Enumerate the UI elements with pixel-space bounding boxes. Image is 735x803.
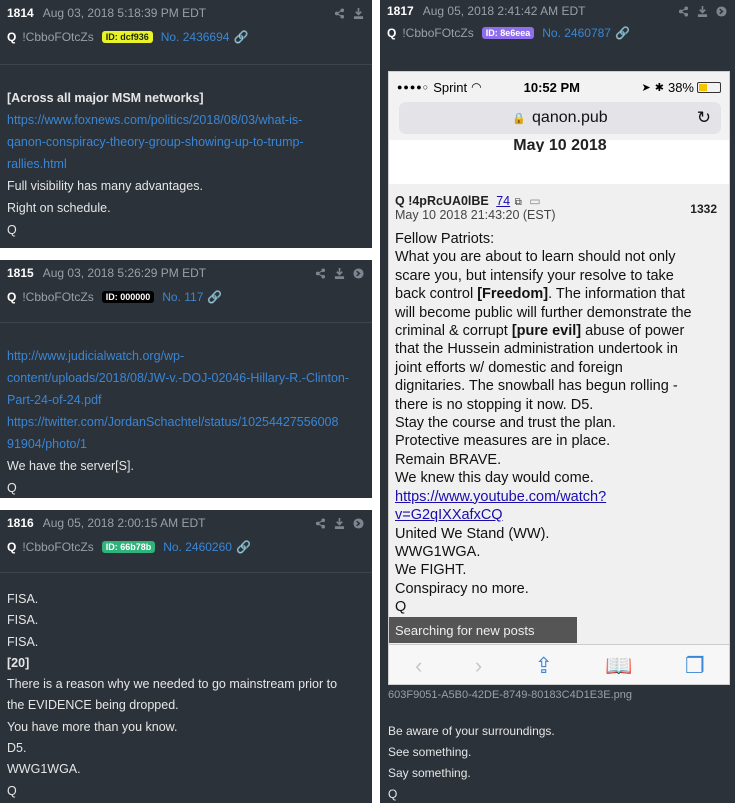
youtube-link[interactable]: v=G2qIXXafxCQ	[395, 507, 503, 524]
quoted-line	[395, 469, 725, 487]
quoted-line	[395, 340, 725, 358]
quoted-text: scare you, but intensify your resolve to take	[395, 267, 674, 284]
quoted-line	[395, 322, 725, 340]
post-header	[380, 0, 735, 22]
post-url[interactable]: content/uploads/2018/08/JW-v.-DOJ-02046-Hillary-R.-Clinton-	[7, 371, 350, 385]
image-filename[interactable]: 603F9051-A5B0-42DE-8749-80183C4D1E3E.png	[388, 689, 633, 701]
quoted-text: abuse of power	[581, 323, 685, 340]
quoted-line	[395, 451, 725, 469]
carrier-label: Sprint	[433, 79, 468, 95]
link-icon[interactable]: 🔗	[235, 540, 251, 554]
post-line: WWG1WGA.	[7, 762, 81, 777]
reload-icon[interactable]: ↻	[696, 108, 711, 127]
quoted-line	[395, 543, 725, 561]
download-icon[interactable]	[697, 6, 708, 17]
quoted-link[interactable]	[395, 506, 725, 524]
quoted-text: that the Hussein administration undertook in	[395, 341, 678, 358]
quoted-line	[395, 285, 725, 303]
post-date: Aug 05, 2018 2:41:42 AM EDT	[422, 4, 586, 18]
quoted-post-header	[389, 184, 730, 222]
youtube-link[interactable]: https://www.youtube.com/watch?	[395, 488, 607, 505]
external-link-icon[interactable]: ⧉	[514, 197, 522, 208]
download-icon[interactable]	[334, 268, 345, 279]
quoted-line	[395, 304, 725, 322]
author-name: Q	[7, 540, 17, 554]
post-header	[0, 510, 372, 536]
post-line: FISA.	[7, 634, 39, 649]
post-number[interactable]: 1814	[7, 6, 34, 20]
link-icon[interactable]: 🔗	[207, 290, 223, 304]
id-badge[interactable]: ID: dcf936	[102, 31, 153, 43]
quoted-bold-text: [Freedom]	[477, 286, 549, 303]
post-header	[0, 260, 372, 286]
quoted-text: Protective measures are in place.	[395, 433, 611, 450]
quoted-text: . The information that	[548, 286, 685, 303]
bookmarks-icon[interactable]: 📖	[605, 652, 633, 678]
post-line: [20]	[7, 655, 30, 670]
forward-icon[interactable]: ›	[474, 652, 483, 678]
tripcode: !CbboFOtcZs	[22, 290, 94, 304]
author-name: Q	[387, 26, 397, 40]
quoted-text: What you are about to learn should not only	[395, 249, 676, 266]
post-line: Q	[7, 783, 17, 798]
post-line: We have the server[S].	[7, 459, 134, 473]
post-date: Aug 03, 2018 5:26:29 PM EDT	[42, 266, 207, 280]
post-meta	[0, 26, 372, 48]
id-badge[interactable]: ID: 000000	[102, 291, 155, 303]
post-url[interactable]: http://www.judicialwatch.org/wp-	[7, 349, 185, 363]
post-actions	[315, 518, 364, 529]
post-header	[0, 0, 372, 26]
post-body	[0, 323, 372, 498]
status-bar	[389, 72, 729, 102]
share-icon[interactable]	[678, 6, 689, 17]
quoted-text: United We Stand (WW).	[395, 525, 550, 542]
post-line: FISA.	[7, 592, 39, 606]
quoted-line	[395, 580, 725, 598]
id-badge[interactable]: ID: 8e6eea	[482, 27, 535, 39]
post-line: FISA.	[7, 613, 39, 628]
post-url[interactable]: Part-24-of-24.pdf	[7, 393, 102, 407]
quoted-line	[395, 598, 725, 616]
post-1814	[0, 0, 372, 248]
post-line: See something.	[388, 745, 472, 759]
post-body	[0, 573, 372, 802]
link-icon[interactable]: 🔗	[614, 26, 630, 40]
battery-icon	[697, 82, 721, 93]
post-date: Aug 03, 2018 5:18:39 PM EDT	[42, 6, 207, 20]
post-line: Full visibility has many advantages.	[7, 179, 203, 193]
link-icon[interactable]: 🔗	[233, 30, 249, 44]
post-meta	[380, 22, 735, 44]
quoted-text: will become public will further demonstrate the	[395, 304, 692, 321]
quoted-post	[389, 184, 730, 644]
quoted-line	[395, 267, 725, 285]
quoted-text: Q	[395, 599, 407, 616]
post-link[interactable]: No. 2460787	[542, 26, 611, 40]
signal-icon: ●●●●○	[397, 82, 430, 92]
reply-arrow-icon[interactable]	[716, 6, 727, 17]
quoted-text: Stay the course and trust the plan.	[395, 415, 616, 432]
back-icon[interactable]: ‹	[415, 652, 423, 678]
quoted-author: Q !4pRcUA0lBE	[395, 194, 489, 208]
quoted-line	[395, 432, 725, 450]
post-date: Aug 05, 2018 2:00:15 AM EDT	[42, 516, 206, 530]
quoted-text: WWG1WGA.	[395, 543, 481, 560]
tabs-icon[interactable]: ❐	[685, 652, 705, 678]
post-meta	[0, 286, 372, 308]
share-icon[interactable]	[315, 518, 326, 529]
url-text: qanon.pub	[532, 109, 608, 126]
quoted-line	[395, 414, 725, 432]
author-name: Q	[7, 30, 17, 44]
share-icon[interactable]	[315, 268, 326, 279]
tripcode: !CbboFOtcZs	[402, 26, 474, 40]
reply-arrow-icon[interactable]	[353, 268, 364, 279]
share-icon[interactable]: ⇪	[534, 652, 553, 678]
post-line: Q	[388, 787, 398, 801]
post-line: D5.	[7, 741, 27, 756]
quoted-text: We knew this day would come.	[395, 470, 594, 487]
quoted-date: May 10 2018 21:43:20 (EST)	[395, 208, 556, 222]
post-number[interactable]: 1817	[387, 4, 414, 18]
post-line: Q	[7, 223, 17, 237]
address-bar[interactable]	[399, 102, 721, 134]
toast-message: Searching for new posts	[389, 617, 577, 643]
location-icon: ➤	[641, 81, 651, 94]
quoted-text: criminal & corrupt	[395, 323, 512, 340]
post-body	[0, 65, 372, 241]
quoted-line	[395, 396, 725, 414]
post-actions	[334, 8, 364, 19]
lock-icon: 🔒	[512, 112, 527, 125]
download-icon[interactable]	[353, 8, 364, 19]
quoted-line	[395, 230, 725, 248]
post-url[interactable]: 91904/photo/1	[7, 437, 87, 451]
post-link[interactable]: No. 117	[162, 290, 204, 304]
post-line: Q	[7, 481, 17, 495]
battery-percent: 38%	[667, 79, 694, 95]
author-name: Q	[7, 290, 17, 304]
quoted-text: back control	[395, 286, 478, 303]
post-actions	[315, 268, 364, 279]
post-link[interactable]: No. 2460260	[163, 540, 232, 554]
clock: 10:52 PM	[523, 79, 581, 95]
post-line: the EVIDENCE being dropped.	[7, 698, 179, 713]
quoted-line	[395, 525, 725, 543]
tripcode: !CbboFOtcZs	[22, 540, 94, 554]
post-line: Say something.	[388, 766, 471, 780]
reply-arrow-icon[interactable]	[353, 518, 364, 529]
id-badge[interactable]: ID: 66b78b	[102, 541, 156, 553]
post-url[interactable]: https://twitter.com/JordanSchachtel/status/10254427556008	[7, 415, 339, 429]
browser-toolbar	[389, 644, 730, 685]
page-title: May 10 2018	[513, 137, 607, 152]
quoted-text: Conspiracy no more.	[395, 580, 529, 597]
quoted-line	[395, 359, 725, 377]
post-meta	[0, 536, 372, 558]
post-body	[381, 721, 555, 803]
share-icon[interactable]	[334, 8, 345, 19]
quoted-bold-text: [pure evil]	[511, 323, 582, 340]
phone-screenshot[interactable]	[388, 71, 730, 685]
post-line: Be aware of your surroundings.	[388, 724, 555, 738]
quoted-line	[395, 377, 725, 395]
wifi-icon: ◠	[471, 80, 482, 94]
quoted-link[interactable]	[395, 488, 725, 506]
post-number[interactable]: 1816	[7, 516, 34, 530]
bluetooth-icon: ✱	[654, 81, 664, 94]
post-line: You have more than you know.	[7, 719, 178, 734]
quoted-text: We FIGHT.	[395, 562, 467, 579]
quoted-post-number: 1332	[690, 202, 717, 216]
post-url[interactable]: https://www.foxnews.com/politics/2018/08/03/what-is-	[7, 113, 303, 127]
post-line: [Across all major MSM networks]	[7, 91, 204, 105]
post-line: There is a reason why we needed to go mainstream prior to	[7, 677, 338, 692]
download-icon[interactable]	[334, 518, 345, 529]
folder-icon[interactable]: ▭	[529, 194, 541, 208]
tripcode: !CbboFOtcZs	[22, 30, 94, 44]
post-url[interactable]: rallies.html	[7, 157, 67, 171]
quoted-text: Remain BRAVE.	[395, 451, 502, 468]
quoted-line	[395, 561, 725, 579]
quoted-text: there is no stopping it now. D5.	[395, 396, 594, 413]
quoted-ref-link[interactable]: 74	[496, 194, 511, 208]
quoted-line	[395, 248, 725, 266]
quoted-text: Fellow Patriots:	[395, 231, 495, 247]
post-1815	[0, 260, 372, 498]
quoted-text: dignitaries. The snowball has begun rolling -	[395, 378, 678, 395]
post-number[interactable]: 1815	[7, 266, 34, 280]
post-1816	[0, 510, 372, 803]
quoted-post-body	[389, 230, 730, 617]
post-actions	[678, 6, 727, 17]
post-url[interactable]: qanon-conspiracy-theory-group-showing-up-to-trump-	[7, 135, 304, 149]
quoted-text: joint efforts w/ domestic and foreign	[395, 359, 623, 376]
post-line: Right on schedule.	[7, 201, 111, 215]
post-link[interactable]: No. 2436694	[160, 30, 230, 44]
